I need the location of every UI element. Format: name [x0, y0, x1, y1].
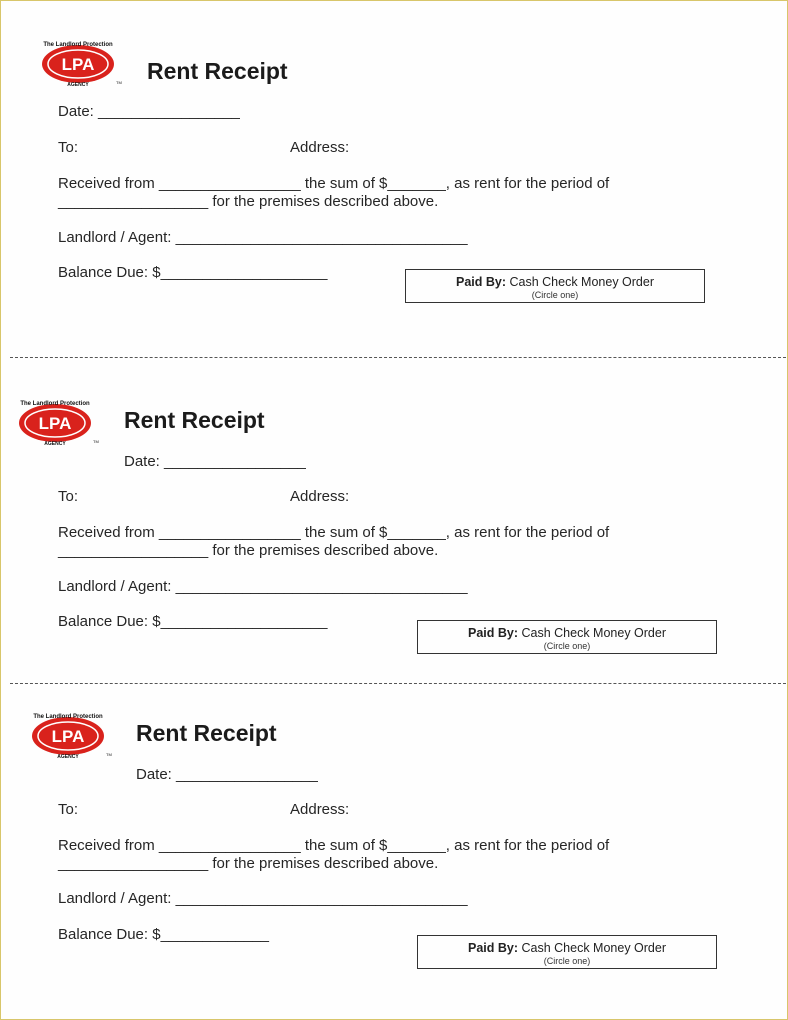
paid-by-box: [417, 935, 717, 969]
paid-by-label: Paid By:: [468, 626, 519, 640]
paid-by-box: [417, 620, 717, 654]
to-label: To:: [58, 139, 79, 156]
date-field: Date: _________________: [136, 766, 318, 783]
lpa-logo: [30, 710, 114, 760]
svg-text:TM: TM: [93, 439, 99, 444]
balance-due-field: Balance Due: $_____________: [58, 926, 270, 943]
to-label: To:: [58, 488, 79, 505]
svg-text:LPA: LPA: [61, 55, 95, 74]
circle-one-note: (Circle one): [543, 641, 591, 651]
receipt-title: Rent Receipt: [124, 407, 265, 433]
paid-by-options: Cash Check Money Order: [518, 941, 666, 955]
cut-line-2: [10, 683, 786, 684]
date-field: Date: _________________: [58, 103, 240, 120]
svg-text:The Landlord Protection: The Landlord Protection: [20, 401, 90, 407]
address-label: Address:: [290, 488, 350, 505]
received-line-2: __________________ for the premises described above.: [58, 855, 439, 872]
svg-text:TM: TM: [106, 752, 112, 757]
svg-text:AGENCY: AGENCY: [67, 82, 89, 88]
address-label: Address:: [290, 139, 350, 156]
receipt-title: Rent Receipt: [136, 720, 277, 746]
lpa-logo: [17, 397, 101, 447]
svg-text:AGENCY: AGENCY: [44, 441, 66, 447]
received-line-1: Received from _________________ the sum of $_______, as rent for the period of: [58, 175, 610, 192]
received-line-2: __________________ for the premises described above.: [58, 193, 439, 210]
svg-text:TM: TM: [116, 80, 122, 85]
receipt-title: Rent Receipt: [147, 58, 288, 84]
landlord-agent-field: Landlord / Agent: ___________________________________: [58, 229, 468, 246]
paid-by-label: Paid By:: [468, 941, 519, 955]
landlord-agent-field: Landlord / Agent: ___________________________________: [58, 578, 468, 595]
balance-due-field: Balance Due: $____________________: [58, 264, 328, 281]
paid-by-box: [405, 269, 705, 303]
received-line-2: __________________ for the premises described above.: [58, 542, 439, 559]
svg-text:The Landlord Protection: The Landlord Protection: [33, 714, 103, 720]
svg-text:AGENCY: AGENCY: [57, 754, 79, 760]
address-label: Address:: [290, 801, 350, 818]
svg-text:The Landlord Protection: The Landlord Protection: [43, 42, 113, 48]
svg-text:LPA: LPA: [51, 727, 85, 746]
paid-by-options: Cash Check Money Order: [518, 626, 666, 640]
paid-by-label: Paid By:: [456, 275, 507, 289]
cut-line-1: [10, 357, 786, 358]
paid-by-options: Cash Check Money Order: [506, 275, 654, 289]
circle-one-note: (Circle one): [531, 290, 579, 300]
balance-due-field: Balance Due: $____________________: [58, 613, 328, 630]
svg-text:LPA: LPA: [38, 414, 72, 433]
to-label: To:: [58, 801, 79, 818]
circle-one-note: (Circle one): [543, 956, 591, 966]
landlord-agent-field: Landlord / Agent: ___________________________________: [58, 890, 468, 907]
date-field: Date: _________________: [124, 453, 306, 470]
received-line-1: Received from _________________ the sum of $_______, as rent for the period of: [58, 524, 610, 541]
lpa-logo: [40, 38, 124, 88]
received-line-1: Received from _________________ the sum of $_______, as rent for the period of: [58, 837, 610, 854]
